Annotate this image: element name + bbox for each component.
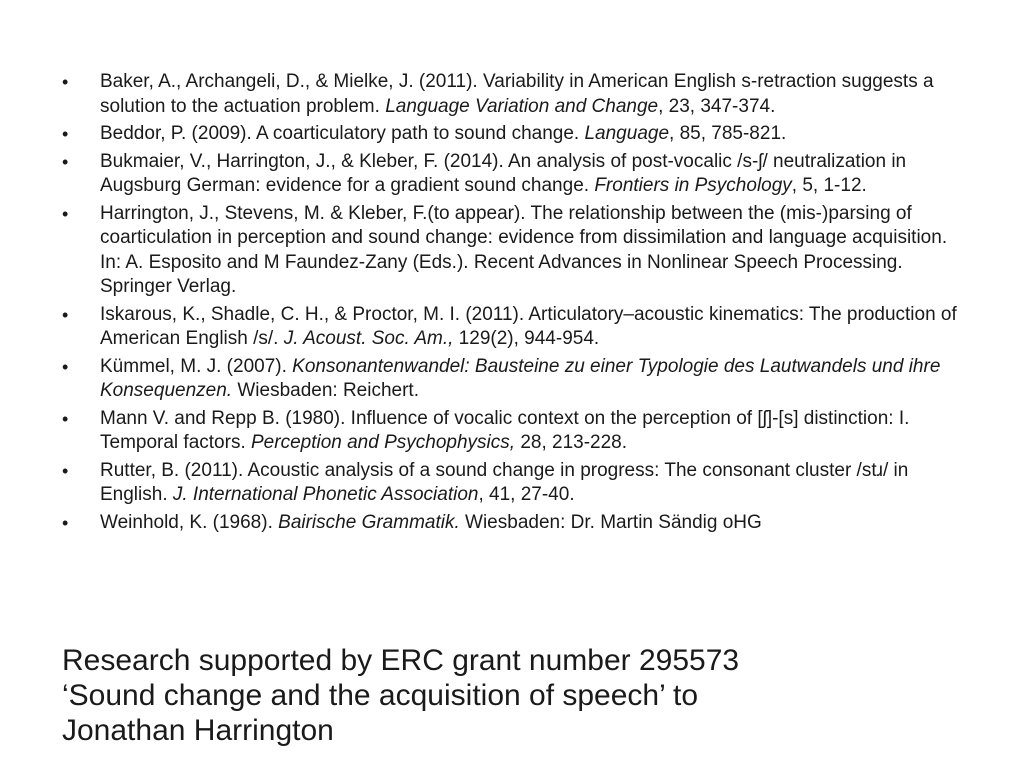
- bullet-icon: •: [62, 72, 69, 92]
- bullet-icon: •: [62, 512, 69, 533]
- bullet-icon: •: [62, 408, 69, 429]
- reference-item: [62, 407, 972, 456]
- reference-item: [62, 70, 972, 119]
- bullet-icon: •: [62, 304, 69, 325]
- reference-item: [62, 122, 972, 147]
- reference-text: Kümmel, M. J. (2007).: [100, 355, 293, 377]
- reference-details: 129(2), 944-954.: [453, 328, 600, 349]
- reference-text: Rutter, B. (2011). Acoustic analysis of a sound change in progress: The consonant cluster /stɹ/ in English.: [100, 459, 909, 505]
- reference-item: [62, 355, 972, 404]
- reference-details: , 85, 785-821.: [669, 123, 787, 144]
- reference-details: 28, 213-228.: [515, 432, 628, 453]
- reference-item: [62, 150, 972, 199]
- reference-text: Harrington, J., Stevens, M. & Kleber, F.(to appear). The relationship between the (mis-)parsing of coarticulation in perception and sound change: evidence from dissimilation and language acquisition. In: A. Esposito and M Faundez-Zany (Eds.). Recent Advances in Nonlinear Speech Processing. Springer Verlag.: [100, 202, 948, 297]
- reference-journal: Konsonantenwandel: Bausteine zu einer Typologie des Lautwandels und ihre Konsequenzen.: [100, 355, 941, 401]
- reference-text: Mann V. and Repp B. (1980). Influence of vocalic context on the perception of [ʃ]-[s] distinction: I. Temporal factors.: [100, 407, 910, 453]
- bullet-icon: •: [62, 356, 69, 377]
- reference-journal: J. Acoust. Soc. Am.,: [283, 328, 454, 349]
- funding-line-2: ‘Sound change and the acquisition of speech’ to: [62, 679, 699, 712]
- reference-journal: Bairische Grammatik.: [278, 511, 460, 533]
- reference-details: , 41, 27-40.: [478, 484, 575, 505]
- reference-journal: Language: [584, 123, 670, 144]
- funding-line-1: Research supported by ERC grant number 295573: [62, 644, 740, 677]
- reference-text: Weinhold, K. (1968).: [100, 511, 279, 533]
- reference-details: , 23, 347-374.: [658, 95, 776, 117]
- reference-item: [62, 303, 972, 352]
- reference-item: [62, 202, 972, 300]
- reference-item: [62, 511, 972, 536]
- reference-journal: Perception and Psychophysics,: [251, 432, 516, 453]
- reference-journal: Frontiers in Psychology: [594, 175, 792, 196]
- bullet-icon: •: [62, 460, 69, 481]
- reference-details: , 5, 1-12.: [791, 175, 867, 196]
- bullet-icon: •: [62, 151, 69, 172]
- funding-line-3: Jonathan Harrington: [62, 714, 334, 747]
- bullet-icon: •: [62, 124, 69, 144]
- reference-text: Bukmaier, V., Harrington, J., & Kleber, F. (2014). An analysis of post-vocalic /s-ʃ/ neutralization in Augsburg German: evidence for a gradient sound change.: [100, 150, 907, 196]
- reference-text: Iskarous, K., Shadle, C. H., & Proctor, M. I. (2011). Articulatory–acoustic kinematics: The production of American English /s/.: [100, 303, 957, 349]
- reference-journal: J. International Phonetic Association: [172, 484, 479, 505]
- reference-text: Baker, A., Archangeli, D., & Mielke, J. (2011). Variability in American English s-retraction suggests a solution to the actuation problem.: [100, 71, 934, 117]
- reference-list: [62, 70, 972, 538]
- reference-details: Wiesbaden: Dr. Martin Sändig oHG: [459, 511, 762, 533]
- reference-item: [62, 459, 972, 508]
- reference-text: Beddor, P. (2009). A coarticulatory path to sound change.: [100, 123, 585, 144]
- bullet-icon: •: [62, 203, 69, 224]
- reference-journal: Language Variation and Change: [385, 95, 659, 117]
- reference-details: Wiesbaden: Reichert.: [232, 380, 419, 401]
- funding-acknowledgement: [62, 643, 962, 748]
